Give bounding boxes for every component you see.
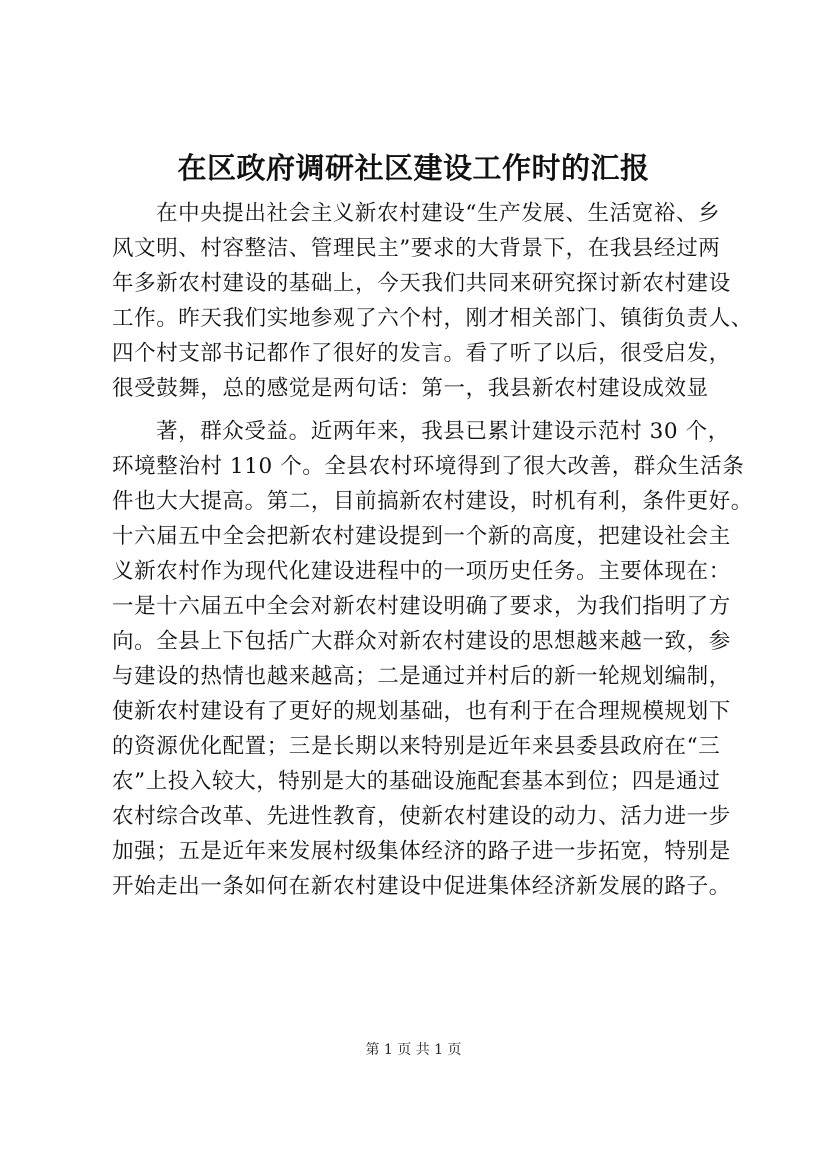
body-line: 农”上投入较大，特别是大的基础设施配套基本到位；四是通过 <box>112 769 721 794</box>
page-footer: 第 1 页 共 1 页 <box>365 1042 462 1058</box>
body-line: 很受鼓舞，总的感觉是两句话：第一，我县新农村建设成效显 <box>112 376 709 401</box>
body-line: 使新农村建设有了更好的规划基础，也有利于在合理规模规划下 <box>112 699 731 724</box>
body-line: 开始走出一条如何在新农村建设中促进集体经济新发展的路子。 <box>112 874 731 899</box>
body-line: 风文明、村容整洁、管理民主”要求的大背景下，在我县经过两 <box>112 236 721 261</box>
body-line: 环境整治村 110 个。全县农村环境得到了很大改善，群众生活条 <box>112 454 745 479</box>
body-line: 工作。昨天我们实地参观了六个村，刚才相关部门、镇街负责人、 <box>112 306 753 331</box>
body-line: 件也大大提高。第二，目前搞新农村建设，时机有利，条件更好。 <box>112 489 753 514</box>
body-line: 的资源优化配置；三是长期以来特别是近年来县委县政府在“三 <box>112 734 721 759</box>
body-line: 农村综合改革、先进性教育，使新农村建设的动力、活力进一步 <box>112 804 731 829</box>
body-line: 向。全县上下包括广大群众对新农村建设的思想越来越一致，参 <box>112 629 731 654</box>
body-line: 十六届五中全会把新农村建设提到一个新的高度，把建设社会主 <box>112 524 731 549</box>
body-line: 义新农村作为现代化建设进程中的一项历史任务。主要体现在： <box>112 559 731 584</box>
body-line: 四个村支部书记都作了很好的发言。看了听了以后，很受启发， <box>112 341 731 366</box>
document-title: 在区政府调研社区建设工作时的汇报 <box>177 151 650 185</box>
body-line: 著，群众受益。近两年来，我县已累计建设示范村 30 个， <box>156 419 730 444</box>
body-line: 与建设的热情也越来越高；二是通过并村后的新一轮规划编制， <box>112 664 731 689</box>
body-line: 加强；五是近年来发展村级集体经济的路子进一步拓宽，特别是 <box>112 839 731 864</box>
body-line: 一是十六届五中全会对新农村建设明确了要求，为我们指明了方 <box>112 594 731 619</box>
body-line: 在中央提出社会主义新农村建设“生产发展、生活宽裕、乡 <box>156 201 721 226</box>
body-line: 年多新农村建设的基础上，今天我们共同来研究探讨新农村建设 <box>112 271 731 296</box>
document-body <box>112 196 752 904</box>
